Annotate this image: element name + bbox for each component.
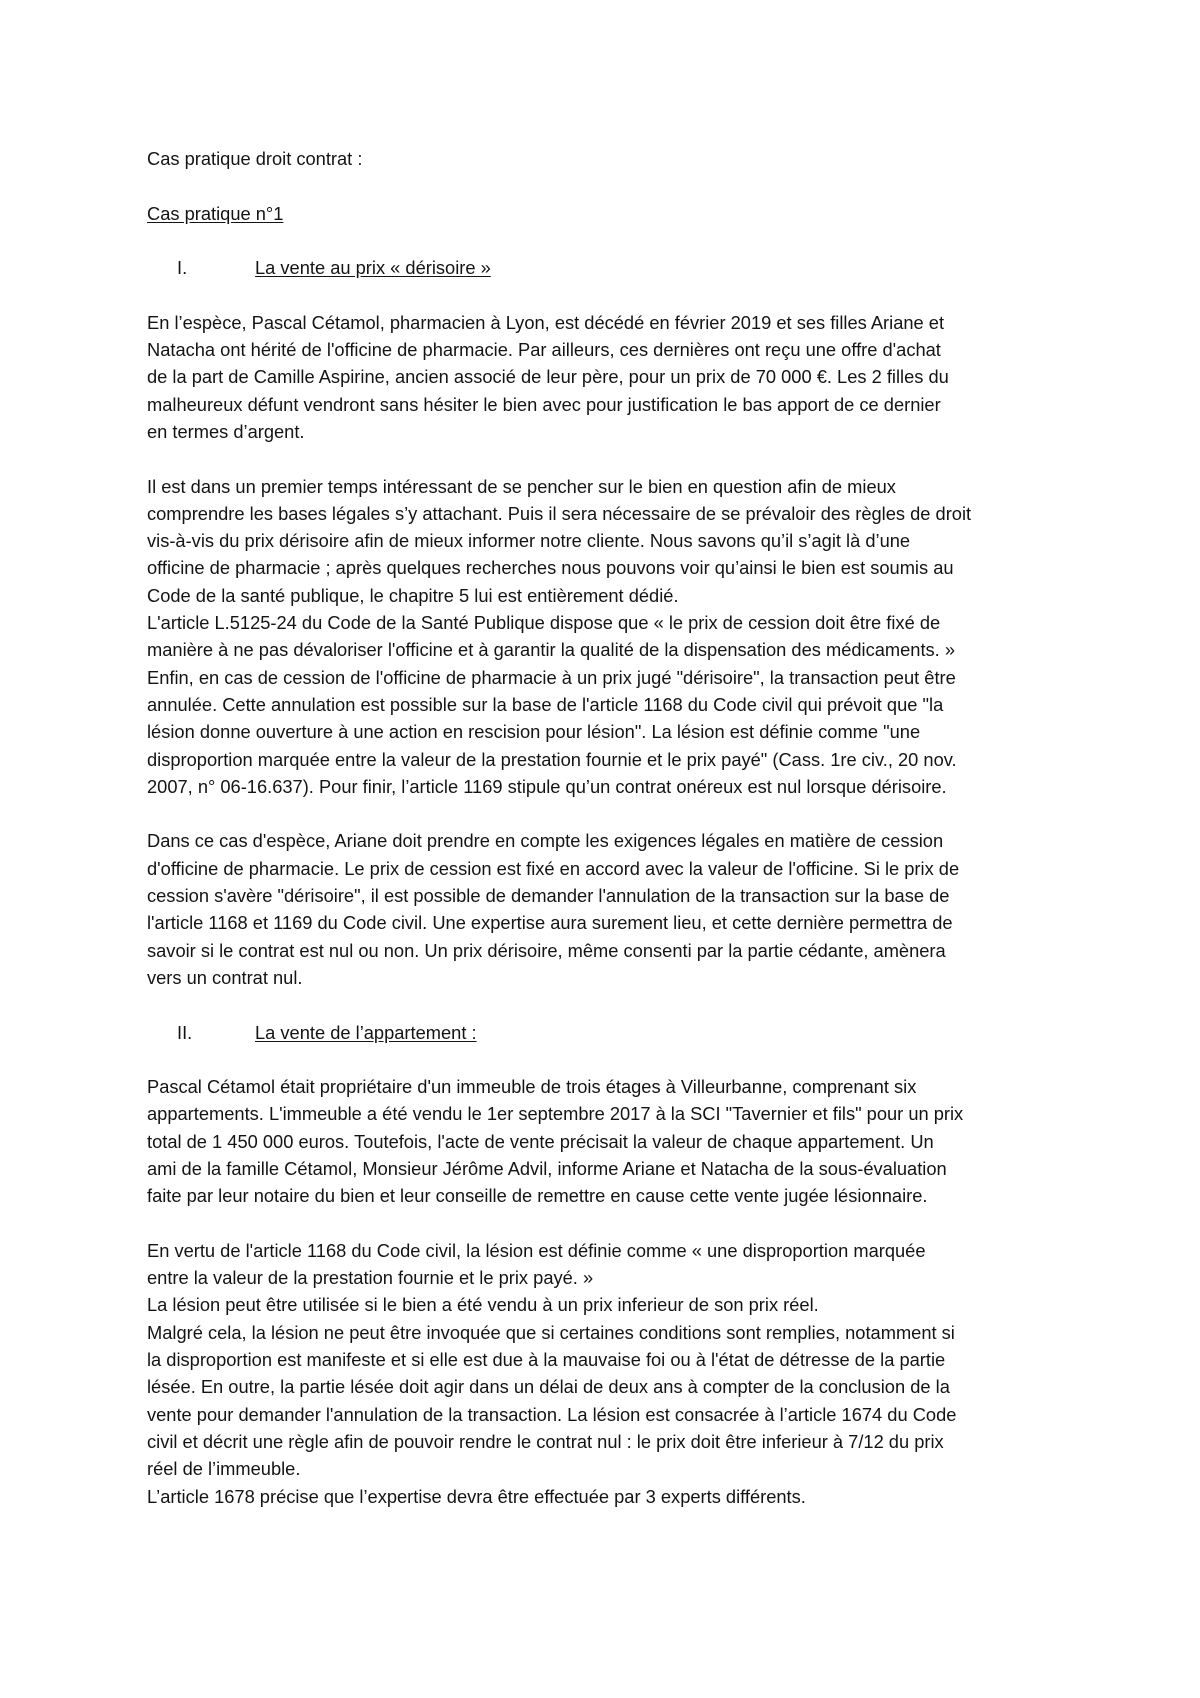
section-heading-2 — [147, 1019, 1062, 1046]
text-line: malheureux défunt vendront sans hésiter le bien avec pour justification le bas apport de ce dernier — [147, 393, 941, 415]
spacer — [147, 991, 1062, 1018]
text-line: vers un contrat nul. — [147, 966, 303, 988]
text-line: En vertu de l'article 1168 du Code civil, la lésion est définie comme « une disproportion marquée — [147, 1239, 926, 1261]
text-line: Dans ce cas d'espèce, Ariane doit prendre en compte les exigences légales en matière de cession — [147, 830, 944, 852]
text-line: d'officine de pharmacie. Le prix de cession est fixé en accord avec la valeur de l'officine. Si le prix de — [147, 857, 960, 879]
text-line: annulée. Cette annulation est possible sur la base de l'article 1168 du Code civil qui prévoit que "la — [147, 693, 944, 715]
spacer — [147, 445, 1062, 472]
paragraph — [147, 473, 1062, 801]
text-line: Code de la santé publique, le chapitre 5 lui est entièrement dédié. — [147, 584, 679, 606]
text-line: officine de pharmacie ; après quelques recherches nous pouvons voir qu’ainsi le bien est soumis au — [147, 557, 954, 579]
text-line: En l’espèce, Pascal Cétamol, pharmacien à Lyon, est décédé en février 2019 et ses filles Ariane et — [147, 311, 945, 333]
paragraph — [147, 1073, 1062, 1209]
section-title: La vente au prix « dérisoire » — [255, 257, 491, 279]
section-number: II. — [177, 1021, 193, 1043]
case-title: Cas pratique n°1 — [147, 202, 284, 224]
text-line: savoir si le contrat est nul ou non. Un prix dérisoire, même consenti par la partie cédante, amènera — [147, 939, 946, 961]
paragraph — [147, 309, 1062, 445]
text-line: en termes d’argent. — [147, 420, 305, 442]
text-line: lésée. En outre, la partie lésée doit agir dans un délai de deux ans à compter de la conclusion de la — [147, 1376, 950, 1398]
text-line: Il est dans un premier temps intéressant de se pencher sur le bien en question afin de mieux — [147, 475, 896, 497]
text-line: total de 1 450 000 euros. Toutefois, l'acte de vente précisait la valeur de chaque appartement. Un — [147, 1130, 934, 1152]
text-line: manière à ne pas dévaloriser l'officine et à garantir la qualité de la dispensation des médicaments. » — [147, 639, 955, 661]
text-line: l'article 1168 et 1169 du Code civil. Une expertise aura surement lieu, et cette dernière permettra de — [147, 912, 953, 934]
text-line: réel de l’immeuble. — [147, 1458, 301, 1480]
spacer — [147, 800, 1062, 827]
text-line: comprendre les bases légales s’y attachant. Puis il sera nécessaire de se prévaloir des règles de droit — [147, 502, 972, 524]
text-line: La lésion peut être utilisée si le bien a été vendu à un prix inferieur de son prix réel. — [147, 1294, 819, 1316]
text-line: Malgré cela, la lésion ne peut être invoquée que si certaines conditions sont remplies, notamment si — [147, 1321, 955, 1343]
text-line: entre la valeur de la prestation fournie et le prix payé. » — [147, 1267, 594, 1289]
document-page — [147, 145, 1062, 1510]
text-line: Enfin, en cas de cession de l'officine de pharmacie à un prix jugé "dérisoire", la transaction peut être — [147, 666, 956, 688]
text-line: L'article L.5125-24 du Code de la Santé Publique dispose que « le prix de cession doit être fixé de — [147, 612, 941, 634]
text-line: Natacha ont hérité de l'officine de pharmacie. Par ailleurs, ces dernières ont reçu une offre d'achat — [147, 339, 941, 361]
section-heading-1 — [147, 254, 1062, 281]
text-line: Pascal Cétamol était propriétaire d'un immeuble de trois étages à Villeurbanne, comprenant six — [147, 1076, 917, 1098]
text-line: lésion donne ouverture à une action en rescision pour lésion". La lésion est définie comme "une — [147, 721, 921, 743]
section-title: La vente de l’appartement : — [255, 1021, 477, 1043]
text-line: L’article 1678 précise que l’expertise devra être effectuée par 3 experts différents. — [147, 1485, 806, 1507]
text-line: 2007, n° 06-16.637). Pour finir, l’article 1169 stipule qu’un contrat onéreux est nul lorsque dérisoire. — [147, 775, 947, 797]
text-line: appartements. L'immeuble a été vendu le 1er septembre 2017 à la SCI "Tavernier et fils" pour un prix — [147, 1103, 964, 1125]
paragraph — [147, 1237, 1062, 1510]
spacer — [147, 1046, 1062, 1073]
text-line: ami de la famille Cétamol, Monsieur Jérôme Advil, informe Ariane et Natacha de la sous-évaluation — [147, 1157, 947, 1179]
spacer — [147, 227, 1062, 254]
text-line: de la part de Camille Aspirine, ancien associé de leur père, pour un prix de 70 000 €. Les 2 filles du — [147, 366, 949, 388]
text-line: cession s'avère "dérisoire", il est possible de demander l'annulation de la transaction sur la base de — [147, 885, 950, 907]
text-line: civil et décrit une règle afin de pouvoir rendre le contrat nul : le prix doit être inferieur à 7/12 du prix — [147, 1430, 944, 1452]
section-number: I. — [177, 257, 188, 279]
document-title: Cas pratique droit contrat : — [147, 148, 363, 169]
spacer — [147, 1210, 1062, 1237]
text-line: vis-à-vis du prix dérisoire afin de mieux informer notre cliente. Nous savons qu’il s’agit là d’une — [147, 530, 911, 552]
text-line: la disproportion est manifeste et si elle est due à la mauvaise foi ou à l'état de détresse de la partie — [147, 1349, 946, 1371]
text-line: disproportion marquée entre la valeur de la prestation fournie et le prix payé" (Cass. 1re civ., 20 nov. — [147, 748, 957, 770]
text-line: faite par leur notaire du bien et leur conseille de remettre en cause cette vente jugée lésionnaire. — [147, 1185, 928, 1207]
text-line: vente pour demander l'annulation de la transaction. La lésion est consacrée à l’article 1674 du Code — [147, 1403, 957, 1425]
spacer — [147, 281, 1062, 308]
paragraph — [147, 827, 1062, 991]
